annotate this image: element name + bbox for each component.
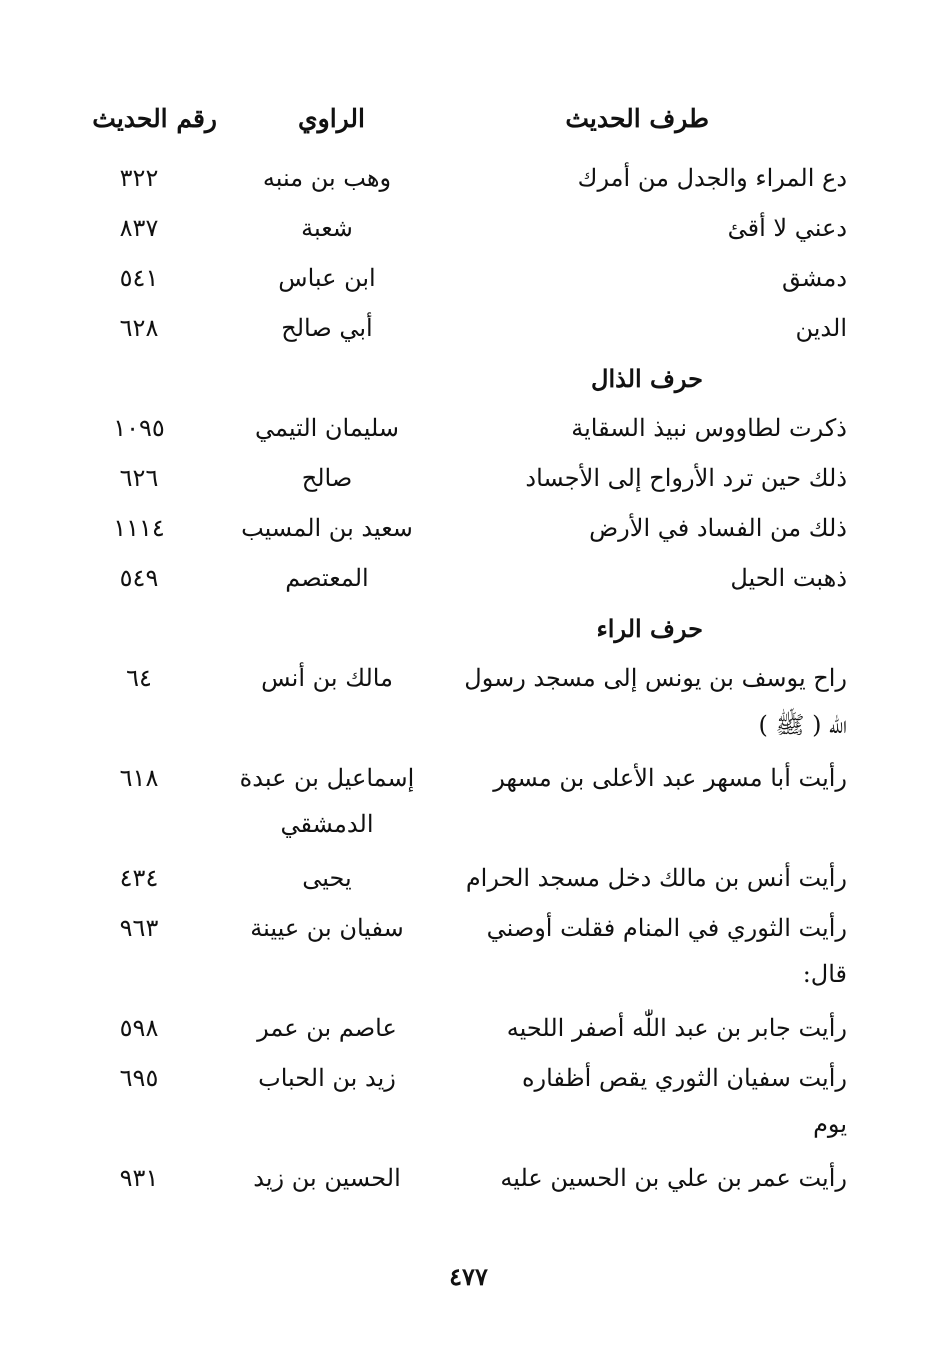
table-row xyxy=(0,1010,937,1060)
hadith-title: الدين xyxy=(795,314,847,342)
hadith-title: رأيت جابر بن عبد اللّٰه أصفر اللحيه xyxy=(506,1014,847,1042)
hadith-title: دع المراء والجدل من أمرك xyxy=(577,164,847,192)
hadith-number: ٩٦٣ xyxy=(119,914,159,942)
hadith-number: ٥٩٨ xyxy=(119,1014,159,1042)
table-row xyxy=(0,760,937,810)
hadith-number: ٥٤٩ xyxy=(119,564,159,592)
hadith-number: ٥٤١ xyxy=(119,264,159,292)
hadith-title: رأيت أبا مسهر عبد الأعلى بن مسهر xyxy=(493,764,847,792)
hadith-number: ٦٤ xyxy=(126,664,152,692)
hadith-title: رأيت الثوري في المنام فقلت أوصني xyxy=(486,914,847,942)
table-row xyxy=(0,1160,937,1210)
header-hadith-title: طرف الحديث xyxy=(565,104,709,133)
hadith-title: اللّٰه ( ﷺ ) xyxy=(758,711,847,739)
narrator-name: زيد بن الحباب xyxy=(258,1064,396,1092)
hadith-title: رأيت عمر بن علي بن الحسين عليه xyxy=(500,1164,847,1192)
section-heading xyxy=(0,610,937,660)
table-row xyxy=(0,460,937,510)
hadith-number: ٦١٨ xyxy=(119,764,159,792)
hadith-title: راح يوسف بن يونس إلى مسجد رسول xyxy=(464,664,847,692)
narrator-name: المعتصم xyxy=(285,564,369,592)
narrator-name: الدمشقي xyxy=(280,810,374,838)
narrator-name: سعيد بن المسيب xyxy=(241,514,413,542)
hadith-number: ١٠٩٥ xyxy=(113,414,165,442)
narrator-name: أبي صالح xyxy=(281,314,373,342)
narrator-name: صالح xyxy=(301,464,353,492)
table-row xyxy=(0,160,937,210)
page-number: ٤٧٧ xyxy=(449,1262,488,1291)
section-title: حرف الراء xyxy=(596,614,703,643)
narrator-name: الحسين بن زيد xyxy=(253,1164,401,1192)
narrator-name: إسماعيل بن عبدة xyxy=(239,764,415,792)
hadith-number: ٦٢٨ xyxy=(119,314,159,342)
hadith-title: دمشق xyxy=(782,264,847,292)
narrator-name: مالك بن أنس xyxy=(261,664,393,692)
hadith-number: ٣٢٢ xyxy=(119,164,159,192)
table-row xyxy=(0,310,937,360)
table-row-continuation xyxy=(0,1110,937,1160)
table-row xyxy=(0,210,937,260)
narrator-name: شعبة xyxy=(301,214,353,242)
hadith-title: ذكرت لطاووس نبيذ السقاية xyxy=(571,414,847,442)
narrator-name: سفيان بن عيينة xyxy=(250,914,404,942)
narrator-name: يحيى xyxy=(302,864,352,892)
table-row-continuation xyxy=(0,810,937,860)
narrator-name: عاصم بن عمر xyxy=(257,1014,397,1042)
section-title: حرف الذال xyxy=(591,364,703,393)
hadith-title: يوم xyxy=(813,1110,847,1138)
header-narrator: الراوي xyxy=(298,104,365,133)
hadith-number: ٨٣٧ xyxy=(119,214,159,242)
section-heading xyxy=(0,360,937,410)
hadith-title: رأيت سفيان الثوري يقص أظفاره xyxy=(521,1064,847,1092)
narrator-name: وهب بن منبه xyxy=(262,164,392,192)
hadith-title: ذهبت الحيل xyxy=(730,564,847,592)
table-row xyxy=(0,1060,937,1110)
table-row-continuation xyxy=(0,960,937,1010)
table-row xyxy=(0,260,937,310)
table-row xyxy=(0,910,937,960)
table-row xyxy=(0,560,937,610)
hadith-number: ٤٣٤ xyxy=(119,864,159,892)
hadith-number: ٩٣١ xyxy=(119,1164,159,1192)
table-header xyxy=(0,104,937,148)
hadith-number: ١١١٤ xyxy=(113,514,165,542)
hadith-number: ٦٢٦ xyxy=(119,464,159,492)
table-row xyxy=(0,660,937,710)
table-row xyxy=(0,860,937,910)
header-hadith-number: رقم الحديث xyxy=(92,104,217,133)
hadith-title: ذلك حين ترد الأرواح إلى الأجساد xyxy=(525,464,847,492)
hadith-title: دعني لا أقئ xyxy=(727,214,847,242)
hadith-title: ذلك من الفساد في الأرض xyxy=(589,514,847,542)
narrator-name: سليمان التيمي xyxy=(254,414,400,442)
hadith-number: ٦٩٥ xyxy=(119,1064,159,1092)
index-table xyxy=(0,160,937,1210)
table-row xyxy=(0,510,937,560)
table-row xyxy=(0,410,937,460)
hadith-title: رأيت أنس بن مالك دخل مسجد الحرام xyxy=(465,864,847,892)
table-row-continuation xyxy=(0,710,937,760)
hadith-title: قال: xyxy=(802,960,847,988)
narrator-name: ابن عباس xyxy=(278,264,376,292)
